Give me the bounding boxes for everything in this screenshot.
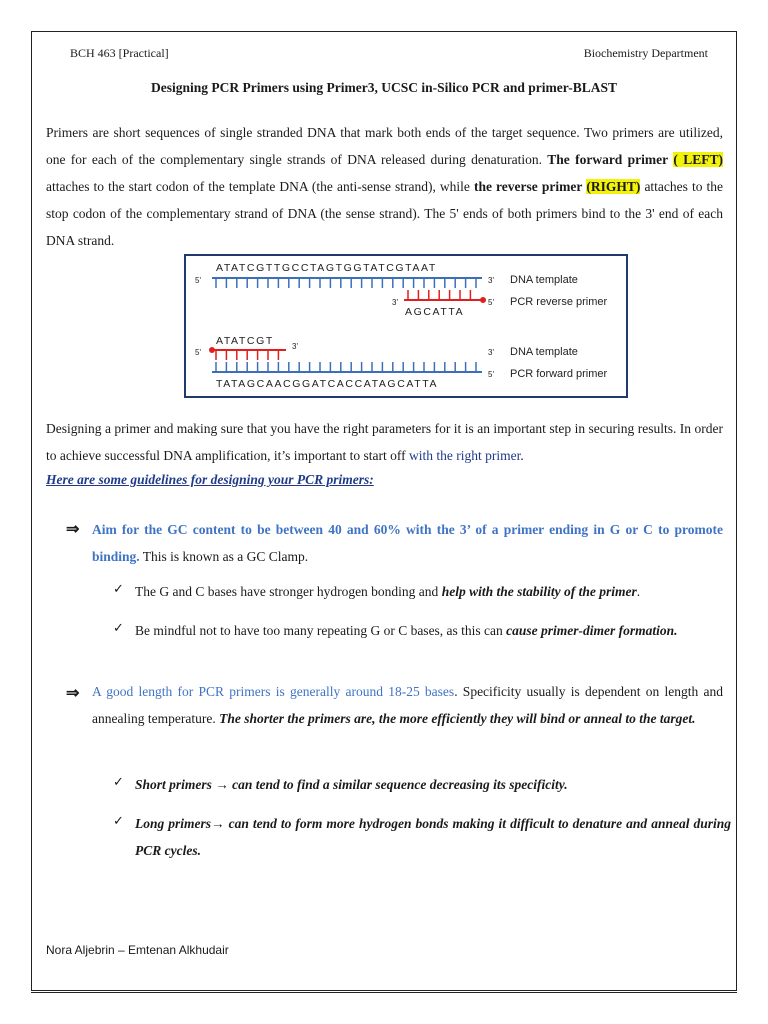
checkmark-icon: ✓ [113,813,124,828]
reverse-primer-sequence: AGCATTA [405,306,465,318]
intro-text-2: attaches to the start codon of the template DNA (the anti-sense strand), while [46,179,470,194]
five-prime-label: 5' [488,298,494,307]
length-text: . Specificity usually is dependent on length and annealing temperature. [92,684,723,726]
forward-primer-sequence: ATATCGT [216,335,274,347]
reverse-primer-bold: the reverse primer [474,179,583,194]
reverse-primer-5-end [480,297,486,303]
label-dna-template-1: DNA template [510,274,578,286]
three-prime-label: 3' [488,348,494,357]
pcr-diagram-svg [186,256,626,396]
intro-text-1: Primers are short sequences of single stranded DNA that mark both ends of the target sequence. Two primers are utilized, one for each of the complementary single strands of DNA released during denaturation. [46,125,723,167]
design-text: Designing a primer and making sure that you have the right parameters for it is an important step in securing results. In order to achieve successful DNA amplification, it’s important to start off [46,421,723,463]
long-primers-text: can tend to form more hydrogen bonds making it difficult to denature and anneal during PCR cycles. [135,816,731,858]
gc-content-bullet [92,516,723,570]
course-code: BCH 463 [Practical] [70,46,169,60]
five-prime-label: 5' [488,370,494,379]
checkmark-icon: ✓ [113,774,124,789]
footer-rule [31,992,737,993]
reverse-primer-ticks [408,290,470,300]
three-prime-label: 3' [292,342,298,351]
intro-text-3: attaches to the stop codon of the complementary strand of DNA (the sense strand). The 5' ends of both primers bind to the 3' end of each DNA strand. [46,179,724,248]
checkmark-icon: ✓ [113,620,124,635]
gc-clamp-text: This is known as a GC Clamp. [139,549,309,564]
check1-end: . [636,584,641,599]
label-reverse-primer: PCR reverse primer [510,296,608,308]
department-name: Biochemistry Department [583,46,708,60]
five-prime-label: 5' [195,348,201,357]
pcr-diagram [184,254,628,398]
label-pcr-forward-primer: PCR forward primer [510,368,608,380]
top-sequence: ATATCGTTGCCTAGTGGTATCGTAAT [216,262,437,274]
intro-paragraph [46,119,723,254]
length-emph: The shorter the primers are, the more efficiently they will bind or anneal to the target. [219,711,696,726]
forward-primer-bold: The forward primer [547,152,669,167]
three-prime-label: 3' [392,298,398,307]
check1-text: The G and C bases have stronger hydrogen bonding and [135,584,442,599]
left-tag: ( LEFT) [673,152,723,167]
bullet-arrow-icon: ⇒ [66,685,80,702]
length-highlight: A good length for PCR primers is generally around 18-25 bases [92,684,455,699]
gc-check-2 [135,617,731,644]
forward-primer-ticks [216,350,278,360]
design-end: . [520,448,524,463]
short-primers-check [135,771,731,798]
short-primers-label: Short primers [135,777,216,792]
long-primers-check [135,810,731,864]
design-paragraph [46,415,723,469]
bullet-arrow-icon: ⇒ [66,521,80,538]
short-primers-text: can tend to find a similar sequence decreasing its specificity. [228,777,568,792]
gc-check-1 [135,578,731,605]
check2-emph: cause primer-dimer formation. [506,623,678,638]
long-primers-label: Long primers [135,816,212,831]
label-dna-template-2: DNA template [510,346,578,358]
check1-emph: help with the stability of the primer [441,584,637,599]
checkmark-icon: ✓ [113,581,124,596]
page-title: Designing PCR Primers using Primer3, UCSC in-Silico PCR and primer-BLAST [151,80,617,95]
length-bullet [92,678,723,732]
bottom-sequence: TATAGCAACGGATCACCATAGCATTA [216,378,439,390]
three-prime-label: 3' [488,276,494,285]
right-arrow-icon: → [211,816,225,831]
five-prime-label: 5' [195,276,201,285]
gc-content-bold: Aim for the GC content to be between 40 and 60% with the 3’ of a primer ending in G or C to promote binding. [92,522,723,564]
template-ticks-1 [216,278,476,288]
guidelines-heading: Here are some guidelines for designing your PCR primers: [46,472,374,487]
check2-text: Be mindful not to have too many repeating G or C bases, as this can [135,623,507,638]
authors-footer: Nora Aljebrin – Emtenan Alkhudair [46,943,229,957]
template-ticks-2 [216,362,476,372]
right-arrow-icon: → [215,777,229,792]
right-primer-phrase: with the right primer [409,448,521,463]
right-tag: (RIGHT) [586,179,641,194]
